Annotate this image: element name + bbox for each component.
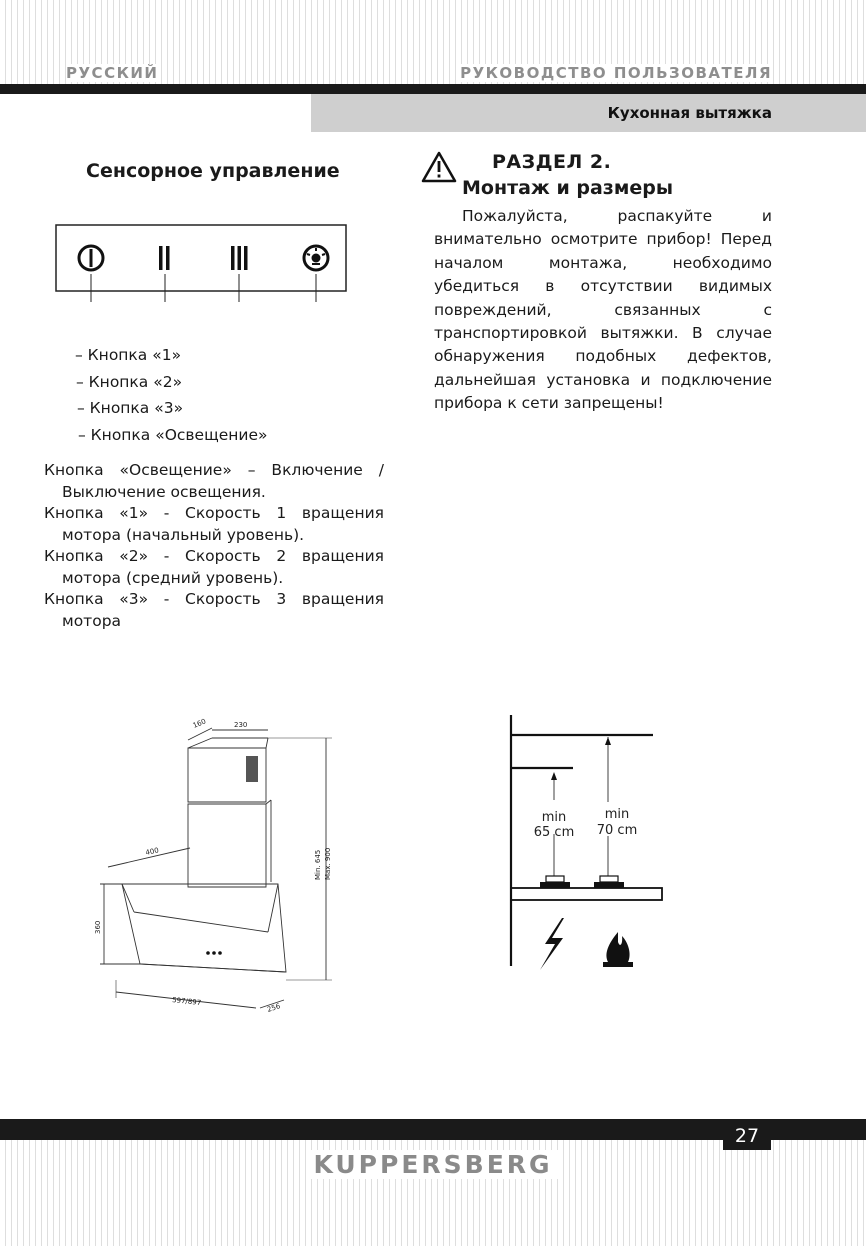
control-panel-diagram [55, 224, 351, 304]
dim-height-max: Max. 900 [324, 847, 332, 880]
warning-icon [420, 150, 458, 184]
dim-bottom-depth: 256 [266, 1002, 282, 1014]
description-item: Кнопка «3» - Скорость 3 вращения мотора [44, 590, 384, 630]
section-number: РАЗДЕЛ 2. [492, 151, 612, 173]
product-name-bar: Кухонная вытяжка [311, 94, 866, 132]
description-item: Кнопка «2» - Скорость 2 вращения мотора (средний уровень). [44, 547, 384, 587]
description-item: Кнопка «1» - Скорость 1 вращения мотора (начальный уровень). [44, 504, 384, 544]
dim-chimney-width: 230 [234, 721, 248, 729]
legend-item: – Кнопка «3» [77, 399, 184, 417]
dim-canopy-depth: 400 [144, 846, 160, 857]
speed-3-icon [231, 246, 248, 270]
gas-clearance-label: min [604, 807, 630, 822]
brand-logo [0, 1150, 866, 1179]
legend-item: – Кнопка «1» [75, 346, 182, 364]
hood-dimension-drawing [90, 712, 350, 1052]
installation-notice: Пожалуйста, распакуйте и внимательно осмотрите прибор! Перед началом монтажа, необходимо убедиться в отсутствии видимых повреждений, связанных с транспортировкой вытяжки. В случае обнаружения подобных дефектов, дальнейшая установка и подключение прибора к сети запрещены! [434, 207, 772, 413]
legend-item: – Кнопка «Освещение» [78, 425, 268, 444]
gas-clearance-value: 70 cm [596, 823, 638, 838]
header-manual-title: РУКОВОДСТВО ПОЛЬЗОВАТЕЛЯ [460, 64, 772, 82]
header-rule [0, 84, 866, 94]
electric-clearance-label: min [541, 810, 567, 825]
legend-item: – Кнопка «2» [76, 372, 183, 391]
touch-control-title: Сенсорное управление [86, 160, 340, 182]
dim-height-min: Min. 645 [314, 849, 322, 880]
dim-width: 597/897 [171, 996, 202, 1008]
button-legend [75, 346, 267, 452]
button-descriptions [44, 460, 384, 632]
electric-clearance-value: 65 cm [533, 825, 575, 840]
dim-front-height: 360 [94, 920, 102, 934]
description-item: Кнопка «Освещение» – Включение / Выключение освещения. [44, 461, 384, 501]
brand-name: KUPPERSBERG [307, 1150, 558, 1179]
section-title: Монтаж и размеры [462, 177, 674, 199]
page-number: 27 [723, 1123, 771, 1150]
clearance-diagram [500, 710, 670, 980]
header-language: РУССКИЙ [66, 64, 159, 82]
flame-icon [603, 932, 633, 967]
lightning-icon [540, 918, 564, 970]
dim-chimney-depth: 160 [191, 717, 208, 730]
